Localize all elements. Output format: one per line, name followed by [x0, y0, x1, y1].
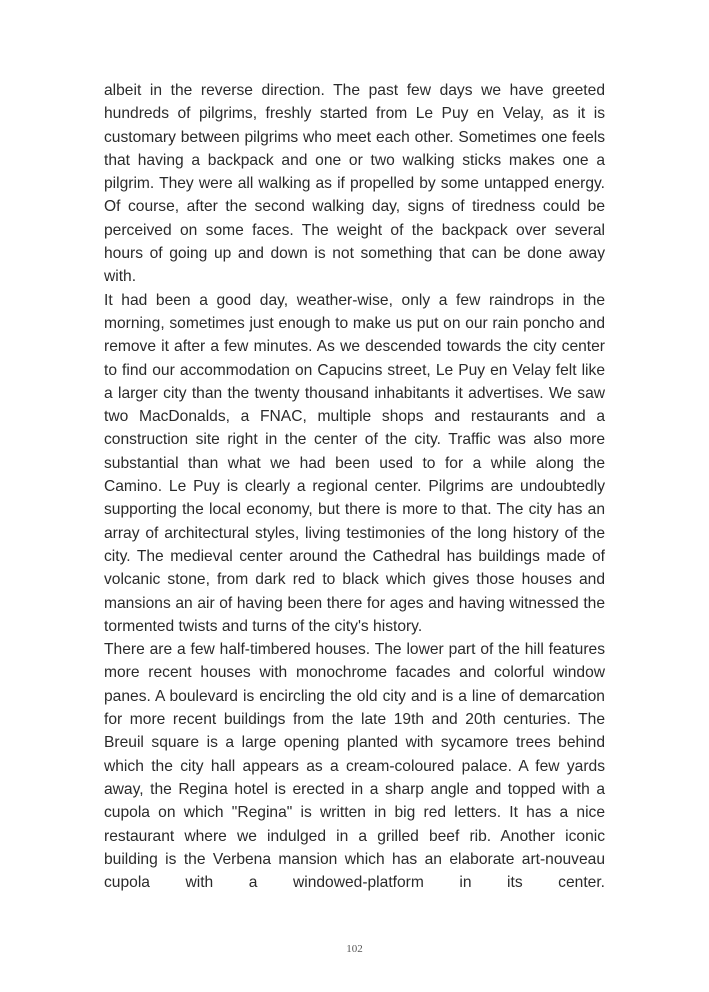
- paragraph-2: It had been a good day, weather-wise, only a few raindrops in the morning, sometimes just enough to make us put on our rain poncho and remove it after a few minutes. As we descended towards the city center to find our accommodation on Capucins street, Le Puy en Velay felt like a larger city than the twenty thousand inhabitants it advertises. We saw two MacDonalds, a FNAC, multiple shops and restaurants and a construction site right in the center of the city. Traffic was also more substantial than what we had been used to for a while along the Camino. Le Puy is clearly a regional center. Pilgrims are undoubtedly supporting the local economy, but there is more to that. The city has an array of architectural styles, living testimonies of the long history of the city. The medieval center around the Cathedral has buildings made of volcanic stone, from dark red to black which gives those houses and mansions an air of having been there for ages and having witnessed the tormented twists and turns of the city's history.: [104, 291, 605, 635]
- page-number: 102: [346, 943, 363, 955]
- body-text: [104, 79, 605, 894]
- paragraph-1: albeit in the reverse direction. The past few days we have greeted hundreds of pilgrims, freshly started from Le Puy en Velay, as it is customary between pilgrims who meet each other. Sometimes one feels that having a backpack and one or two walking sticks makes one a pilgrim. They were all walking as if propelled by some untapped energy. Of course, after the second walking day, signs of tiredness could be perceived on some faces. The weight of the backpack over several hours of going up and down is not something that can be done away with.: [104, 82, 605, 286]
- paragraph-3: There are a few half-timbered houses. The lower part of the hill features more recent houses with monochrome facades and colorful window panes. A boulevard is encircling the old city and is a line of demarcation for more recent buildings from the late 19th and 20th centuries. The Breuil square is a large opening planted with sycamore trees behind which the city hall appears as a cream-coloured palace. A few yards away, the Regina hotel is erected in a sharp angle and topped with a cupola on which "Regina" is written in big red letters. It has a nice restaurant where we indulged in a grilled beef rib. Another iconic building is the Verbena mansion which has an elaborate art-nouveau cupola with a windowed-platform in its center.: [104, 641, 605, 892]
